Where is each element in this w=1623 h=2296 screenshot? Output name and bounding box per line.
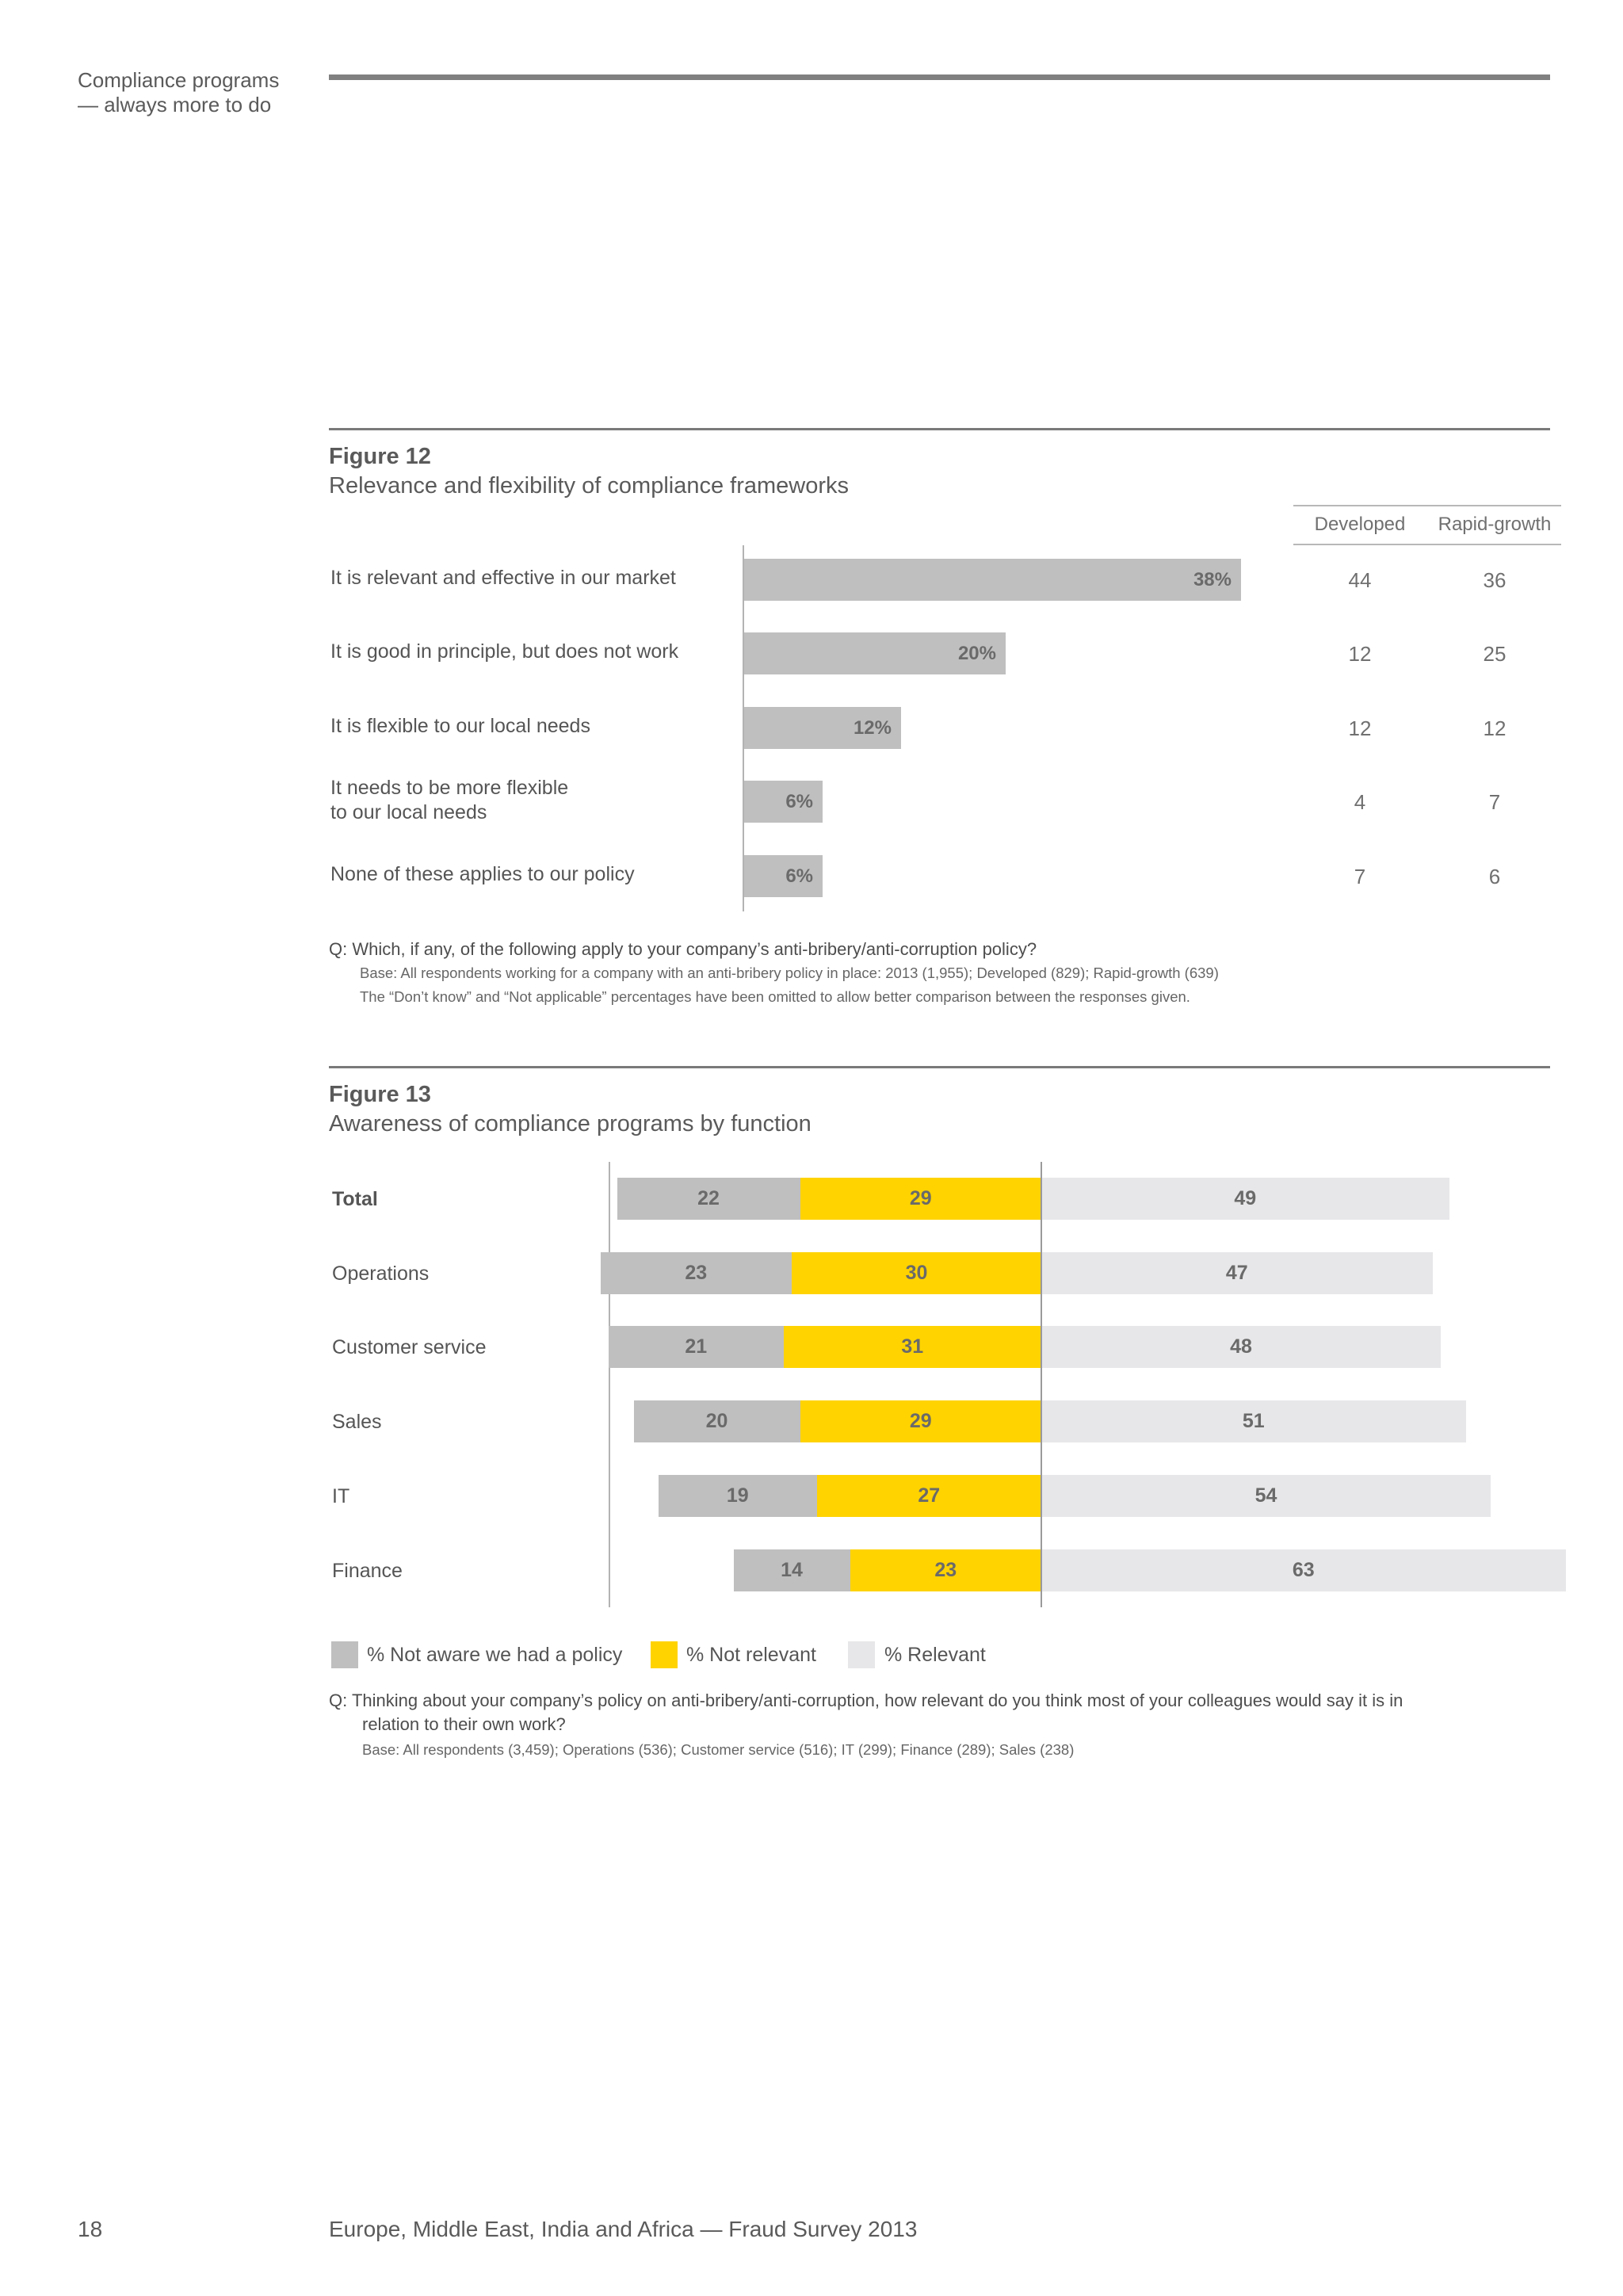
- figure13-question: Q: Thinking about your company’s policy on anti-bribery/anti-corruption, how relevant do you think most of your colleagues would say it is in: [329, 1690, 1403, 1710]
- legend-swatch-relevant: [848, 1641, 875, 1668]
- category-label: IT: [332, 1485, 350, 1507]
- segment-not-relevant-label: 23: [934, 1559, 957, 1581]
- category-label-line: It is good in principle, but does not work: [330, 640, 679, 663]
- developed-value: 12: [1348, 716, 1372, 740]
- category-label: [330, 566, 676, 590]
- figure12-rule: [329, 428, 1550, 430]
- segment-not-aware-label: 23: [685, 1262, 708, 1284]
- segment-not-aware-label: 22: [697, 1187, 720, 1209]
- legend-swatch-not-aware: [331, 1641, 358, 1668]
- segment-relevant-label: 48: [1230, 1335, 1252, 1358]
- figure13-rule: [329, 1066, 1550, 1068]
- bar-value-label: 12%: [853, 717, 892, 739]
- category-label-line: None of these applies to our policy: [330, 863, 635, 885]
- bar-value-label: 6%: [785, 791, 813, 812]
- category-label: Total: [332, 1188, 378, 1210]
- figure13-left-axis: [609, 1162, 610, 1607]
- figure12-label: Figure 12: [329, 444, 431, 469]
- legend-swatch-not-relevant: [651, 1641, 678, 1668]
- category-label-line: It is flexible to our local needs: [330, 715, 590, 737]
- figure13-label: Figure 13: [329, 1082, 431, 1107]
- bar-value-label: 6%: [785, 865, 813, 887]
- running-title-line1: Compliance programs: [78, 68, 280, 92]
- figure12-question: Q: Which, if any, of the following apply to your company’s anti-bribery/anti-corruption policy?: [329, 939, 1037, 959]
- legend-label-relevant: % Relevant: [884, 1644, 986, 1666]
- segment-relevant-label: 51: [1242, 1410, 1265, 1432]
- table-header-rule-bottom: [1293, 544, 1561, 545]
- rapid-growth-value: 25: [1483, 642, 1507, 666]
- figure12-note: The “Don’t know” and “Not applicable” percentages have been omitted to allow better comparison between the responses given.: [360, 988, 1190, 1005]
- rapid-growth-value: 7: [1488, 790, 1501, 814]
- figure12-base: Base: All respondents working for a company with an anti-bribery policy in place: 2013 (1,955); Developed (829); Rapid-growth (639): [360, 965, 1219, 981]
- bar-value-label: 38%: [1193, 569, 1232, 590]
- header-rule: [329, 74, 1550, 80]
- category-label-line: It needs to be more flexible: [330, 776, 569, 799]
- segment-not-relevant-label: 27: [918, 1484, 941, 1507]
- segment-not-relevant-label: 30: [905, 1262, 928, 1284]
- category-label: [330, 640, 678, 664]
- running-title: [78, 68, 331, 117]
- col-header-developed: Developed: [1314, 514, 1406, 535]
- category-label: Finance: [332, 1560, 403, 1582]
- category-label: Customer service: [332, 1336, 487, 1358]
- segment-relevant-label: 49: [1234, 1187, 1257, 1209]
- segment-relevant-label: 54: [1254, 1484, 1277, 1507]
- table-header-rule-top: [1293, 505, 1561, 506]
- segment-not-relevant-label: 29: [909, 1187, 932, 1209]
- category-label: Operations: [332, 1263, 430, 1285]
- figure12-title: Relevance and flexibility of compliance frameworks: [329, 473, 850, 499]
- segment-relevant-label: 47: [1225, 1262, 1248, 1284]
- running-title-line2: — always more to do: [78, 93, 272, 117]
- figure13-question-cont: relation to their own work?: [362, 1714, 566, 1734]
- segment-not-relevant-label: 29: [909, 1410, 932, 1432]
- figure13-center-axis: [1041, 1162, 1042, 1607]
- figure13-title: Awareness of compliance programs by function: [329, 1111, 812, 1137]
- figure13-base: Base: All respondents (3,459); Operations (536); Customer service (516); IT (299); Finance (289); Sales (238): [362, 1741, 1075, 1758]
- footer-publication: Europe, Middle East, India and Africa — Fraud Survey 2013: [329, 2217, 918, 2241]
- category-label-line: to our local needs: [330, 800, 487, 823]
- segment-not-aware-label: 19: [726, 1484, 749, 1507]
- category-label: [330, 714, 590, 739]
- developed-value: 7: [1354, 865, 1366, 888]
- page-number: 18: [78, 2217, 103, 2241]
- bar-value-label: 20%: [957, 643, 996, 664]
- category-label: [330, 862, 635, 887]
- developed-value: 4: [1354, 790, 1366, 814]
- segment-relevant-label: 63: [1292, 1559, 1315, 1581]
- legend-label-not-relevant: % Not relevant: [686, 1644, 816, 1666]
- developed-value: 12: [1348, 642, 1372, 666]
- col-header-rapid-growth: Rapid-growth: [1438, 514, 1552, 535]
- category-label-line: It is relevant and effective in our market: [330, 567, 676, 589]
- segment-not-aware-label: 21: [685, 1335, 708, 1358]
- segment-not-relevant-label: 31: [901, 1335, 924, 1358]
- segment-not-aware-label: 14: [781, 1559, 803, 1581]
- category-label: [330, 776, 568, 825]
- developed-value: 44: [1348, 568, 1372, 592]
- legend-label-not-aware: % Not aware we had a policy: [367, 1644, 623, 1666]
- rapid-growth-value: 36: [1483, 568, 1507, 592]
- rapid-growth-value: 6: [1488, 865, 1501, 888]
- segment-not-aware-label: 20: [705, 1410, 728, 1432]
- rapid-growth-value: 12: [1483, 716, 1507, 740]
- category-label: Sales: [332, 1411, 382, 1433]
